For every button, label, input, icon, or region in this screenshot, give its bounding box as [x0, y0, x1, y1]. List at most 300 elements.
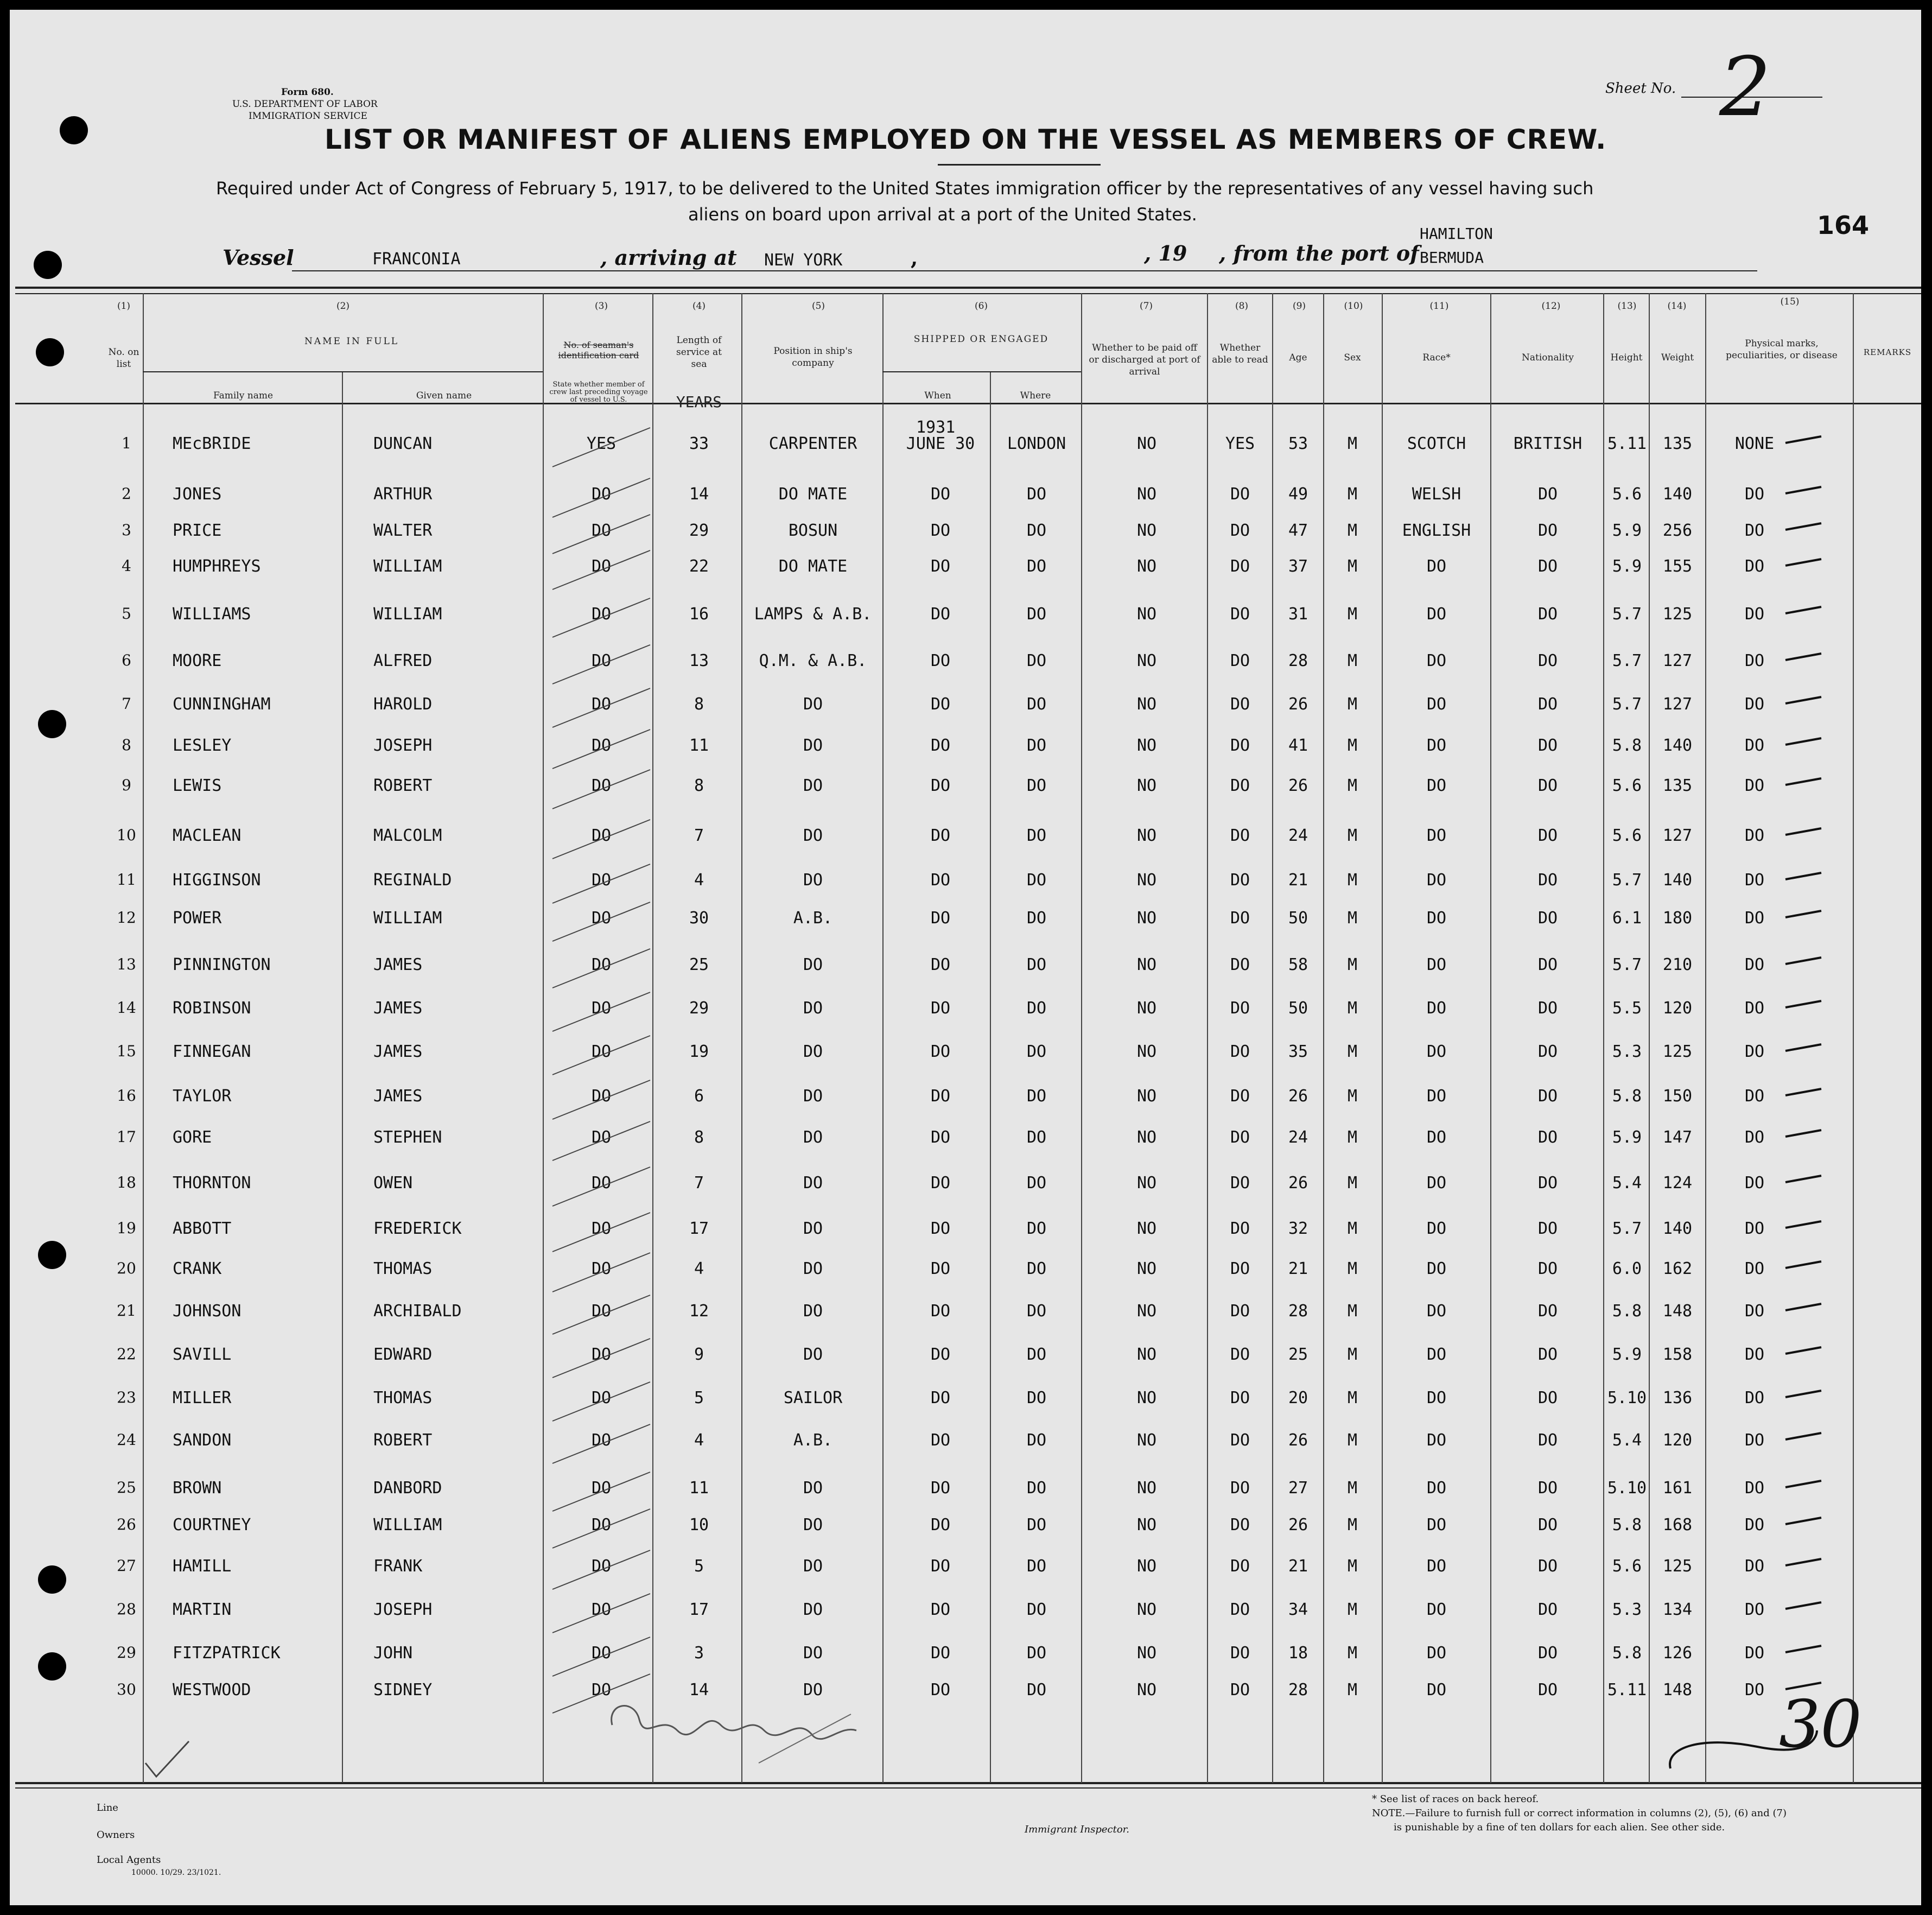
cell-physical-marks: DO: [1744, 999, 1765, 1018]
cell-when-engaged: DO: [930, 521, 951, 540]
table-row: [10, 909, 1921, 947]
cell-length-of-service: 22: [689, 557, 709, 576]
cell-race: DO: [1426, 651, 1447, 670]
table-row: [10, 955, 1921, 993]
cell-length-of-service: 29: [689, 521, 709, 540]
cell-length-of-service: 33: [689, 434, 709, 453]
cell-where-engaged: DO: [1026, 1431, 1047, 1450]
cell-position: SAILOR: [783, 1388, 843, 1407]
cell-when-engaged: DO: [930, 1174, 951, 1193]
cell-list-number: 10: [117, 826, 136, 844]
cell-where-engaged: DO: [1026, 1128, 1047, 1147]
cell-age: 53: [1288, 434, 1308, 453]
cell-able-to-read: DO: [1230, 1644, 1250, 1663]
previous-voyage-tick-mark: [547, 944, 656, 993]
marks-dash-stroke: [1783, 1429, 1827, 1445]
cell-nationality: DO: [1537, 1681, 1558, 1700]
cell-position: DO: [803, 1219, 823, 1238]
marks-dash-stroke: [1783, 953, 1827, 969]
cell-able-to-read: DO: [1230, 1431, 1250, 1450]
cell-height: 5.10: [1607, 1388, 1647, 1407]
cell-sex: M: [1347, 521, 1358, 540]
cell-age: 21: [1288, 1557, 1308, 1576]
marks-dash-stroke: [1783, 483, 1827, 499]
cell-when-engaged: DO: [930, 1087, 951, 1106]
cell-when-engaged: DO: [930, 909, 951, 928]
cell-nationality: DO: [1537, 736, 1558, 755]
cell-physical-marks: DO: [1744, 695, 1765, 714]
table-row: [10, 605, 1921, 643]
cell-given-name: JAMES: [373, 1042, 423, 1061]
total-count-handwritten: 30: [1779, 1687, 1862, 1762]
cell-family-name: HUMPHREYS: [173, 557, 261, 576]
cell-able-to-read: DO: [1230, 695, 1250, 714]
cell-height: 5.3: [1612, 1042, 1642, 1061]
cell-family-name: JOHNSON: [173, 1302, 242, 1321]
form-number: Form 680.: [281, 87, 334, 98]
cell-height: 5.10: [1607, 1479, 1647, 1498]
header-name-in-full: NAME IN FULL: [304, 336, 399, 347]
cell-race: ENGLISH: [1402, 521, 1471, 540]
cell-weight: 126: [1662, 1644, 1693, 1663]
cell-when-engaged: DO: [930, 999, 951, 1018]
cell-previous-voyage: DO: [591, 1557, 612, 1576]
cell-age: 25: [1288, 1345, 1308, 1364]
cell-nationality: DO: [1537, 776, 1558, 795]
cell-previous-voyage: DO: [591, 1479, 612, 1498]
cell-previous-voyage: DO: [591, 955, 612, 974]
header-nationality: Nationality: [1522, 352, 1574, 363]
cell-paid-off: NO: [1136, 1479, 1157, 1498]
cell-length-of-service: 5: [694, 1388, 704, 1407]
vessel-name: FRANCONIA: [372, 250, 461, 269]
cell-previous-voyage: DO: [591, 826, 612, 845]
cell-given-name: JAMES: [373, 999, 423, 1018]
cell-age: 32: [1288, 1219, 1308, 1238]
cell-weight: 161: [1662, 1479, 1693, 1498]
cell-given-name: STEPHEN: [373, 1128, 442, 1147]
cell-given-name: REGINALD: [373, 871, 452, 890]
table-row: [10, 485, 1921, 523]
marks-dash-stroke: [1783, 1299, 1827, 1316]
arriving-port: NEW YORK: [764, 251, 843, 270]
cell-when-engaged: DO: [930, 1259, 951, 1278]
header-race: Race*: [1422, 352, 1451, 363]
cell-weight: 125: [1662, 1042, 1693, 1061]
cell-paid-off: NO: [1136, 521, 1157, 540]
cell-given-name: ARTHUR: [373, 485, 433, 504]
cell-race: DO: [1426, 1557, 1447, 1576]
cell-able-to-read: DO: [1230, 826, 1250, 845]
table-row: [10, 434, 1921, 472]
cell-able-to-read: DO: [1230, 1042, 1250, 1061]
cell-previous-voyage: DO: [591, 1174, 612, 1193]
table-row: [10, 1431, 1921, 1469]
header-sex: Sex: [1344, 352, 1361, 363]
cell-age: 50: [1288, 909, 1308, 928]
table-row: [10, 776, 1921, 814]
column-number: (6): [974, 301, 988, 312]
cell-paid-off: NO: [1136, 1087, 1157, 1106]
cell-position: DO: [803, 999, 823, 1018]
marks-dash-stroke: [1783, 432, 1827, 448]
column-number: (14): [1667, 301, 1687, 312]
cell-race: WELSH: [1412, 485, 1461, 504]
punch-hole: [34, 251, 62, 279]
table-row: [10, 1388, 1921, 1426]
cell-paid-off: NO: [1136, 651, 1157, 670]
cell-paid-off: NO: [1136, 1681, 1157, 1700]
cell-race: DO: [1426, 1087, 1447, 1106]
table-row: [10, 1681, 1921, 1719]
table-top-border-2: [15, 293, 1921, 294]
header-remarks: REMARKS: [1863, 347, 1912, 357]
cell-list-number: 26: [117, 1515, 136, 1533]
cell-race: DO: [1426, 736, 1447, 755]
cell-where-engaged: DO: [1026, 1219, 1047, 1238]
cell-physical-marks: DO: [1744, 1128, 1765, 1147]
marks-dash-stroke: [1783, 906, 1827, 923]
cell-paid-off: NO: [1136, 1388, 1157, 1407]
table-row: [10, 521, 1921, 559]
cell-family-name: GORE: [173, 1128, 212, 1147]
column-number: (15): [1780, 296, 1800, 307]
cell-list-number: 19: [117, 1219, 136, 1237]
page-stamp-number: 164: [1817, 211, 1870, 240]
cell-position: DO: [803, 1479, 823, 1498]
cell-position: DO: [803, 826, 823, 845]
cell-given-name: ARCHIBALD: [373, 1302, 462, 1321]
table-row: [10, 1259, 1921, 1297]
cell-age: 47: [1288, 521, 1308, 540]
previous-voyage-tick-mark: [547, 1031, 656, 1080]
cell-physical-marks: DO: [1744, 871, 1765, 890]
cell-when-engaged: DO: [930, 1515, 951, 1534]
cell-given-name: ROBERT: [373, 776, 433, 795]
cell-sex: M: [1347, 605, 1358, 624]
cell-given-name: JAMES: [373, 1087, 423, 1106]
table-bottom-border-2: [15, 1787, 1921, 1789]
cell-paid-off: NO: [1136, 1042, 1157, 1061]
cell-physical-marks: DO: [1744, 521, 1765, 540]
cell-previous-voyage: DO: [591, 1431, 612, 1450]
cell-paid-off: NO: [1136, 909, 1157, 928]
cell-able-to-read: DO: [1230, 871, 1250, 890]
header-given-name: Given name: [416, 390, 472, 401]
cell-weight: 180: [1662, 909, 1693, 928]
cell-family-name: PINNINGTON: [173, 955, 271, 974]
cell-sex: M: [1347, 1515, 1358, 1534]
cell-sex: M: [1347, 1259, 1358, 1278]
vessel-underline: [292, 270, 1757, 271]
cell-where-engaged: DO: [1026, 909, 1047, 928]
year-label: , 19: [1144, 241, 1187, 265]
cell-length-of-service: 12: [689, 1302, 709, 1321]
cell-physical-marks: DO: [1744, 605, 1765, 624]
cell-nationality: DO: [1537, 1219, 1558, 1238]
marks-dash-stroke: [1783, 649, 1827, 665]
cell-paid-off: NO: [1136, 1174, 1157, 1193]
cell-race: DO: [1426, 1431, 1447, 1450]
cell-weight: 256: [1662, 521, 1693, 540]
cell-length-of-service: 3: [694, 1644, 704, 1663]
cell-sex: M: [1347, 1644, 1358, 1663]
cell-age: 35: [1288, 1042, 1308, 1061]
marks-dash-stroke: [1783, 1641, 1827, 1658]
cell-list-number: 1: [122, 434, 131, 452]
cell-able-to-read: YES: [1225, 434, 1255, 453]
cell-family-name: SAVILL: [173, 1345, 232, 1364]
cell-when-engaged: DO: [930, 1431, 951, 1450]
manifest-title: LIST OR MANIFEST OF ALIENS EMPLOYED ON THE VESSEL AS MEMBERS OF CREW.: [325, 124, 1607, 155]
cell-age: 26: [1288, 1515, 1308, 1534]
cell-sex: M: [1347, 1681, 1358, 1700]
marks-dash-stroke: [1783, 824, 1827, 840]
cell-length-of-service: 25: [689, 955, 709, 974]
cell-list-number: 14: [117, 999, 136, 1017]
marks-dash-stroke: [1783, 1085, 1827, 1101]
cell-sex: M: [1347, 434, 1358, 453]
column-number: (12): [1541, 301, 1561, 312]
table-row: [10, 1302, 1921, 1340]
cell-previous-voyage: DO: [591, 605, 612, 624]
cell-height: 5.9: [1612, 521, 1642, 540]
cell-weight: 148: [1662, 1681, 1693, 1700]
cell-list-number: 5: [122, 605, 131, 623]
cell-physical-marks: DO: [1744, 955, 1765, 974]
cell-physical-marks: DO: [1744, 1681, 1765, 1700]
header-able-to-read: Whether able to read: [1212, 343, 1268, 365]
cell-age: 26: [1288, 695, 1308, 714]
cell-list-number: 9: [122, 776, 131, 794]
cell-physical-marks: DO: [1744, 651, 1765, 670]
cell-family-name: COURTNEY: [173, 1515, 251, 1534]
cell-previous-voyage: DO: [591, 1644, 612, 1663]
cell-position: A.B.: [793, 909, 833, 928]
cell-when-engaged: DO: [930, 1557, 951, 1576]
cell-able-to-read: DO: [1230, 1600, 1250, 1619]
cell-where-engaged: DO: [1026, 1302, 1047, 1321]
cell-nationality: DO: [1537, 1515, 1558, 1534]
cell-length-of-service: 13: [689, 651, 709, 670]
cell-where-engaged: DO: [1026, 1174, 1047, 1193]
header-previous-voyage: State whether member of crew last preceding voyage of vessel to U.S.: [549, 381, 648, 404]
marks-dash-stroke: [1783, 1126, 1827, 1142]
cell-family-name: CUNNINGHAM: [173, 695, 271, 714]
cell-paid-off: NO: [1136, 557, 1157, 576]
footer-note-line-1: NOTE.—Failure to furnish full or correct information in columns (2), (5), (6) and (7): [1372, 1808, 1787, 1819]
marks-dash-stroke: [1783, 1555, 1827, 1571]
cell-list-number: 30: [117, 1681, 136, 1698]
cell-age: 50: [1288, 999, 1308, 1018]
cell-family-name: MOORE: [173, 651, 222, 670]
cell-when-engaged: DO: [930, 485, 951, 504]
cell-paid-off: NO: [1136, 1302, 1157, 1321]
column-number: (3): [594, 301, 608, 312]
cell-race: DO: [1426, 557, 1447, 576]
cell-physical-marks: DO: [1744, 1557, 1765, 1576]
cell-list-number: 28: [117, 1600, 136, 1618]
cell-family-name: MEcBRIDE: [173, 434, 251, 453]
marks-dash-stroke: [1783, 1343, 1827, 1359]
previous-voyage-tick-mark: [547, 1378, 656, 1426]
footer-inspector-label: Immigrant Inspector.: [1025, 1824, 1130, 1835]
cell-nationality: DO: [1537, 605, 1558, 624]
cell-able-to-read: DO: [1230, 605, 1250, 624]
cell-sex: M: [1347, 1087, 1358, 1106]
cell-family-name: MACLEAN: [173, 826, 242, 845]
previous-voyage-tick-mark: [547, 1334, 656, 1383]
cell-physical-marks: DO: [1744, 485, 1765, 504]
cell-when-engaged: DO: [930, 1128, 951, 1147]
cell-paid-off: NO: [1136, 999, 1157, 1018]
cell-list-number: 11: [117, 871, 136, 889]
column-number: (8): [1235, 301, 1249, 312]
cell-height: 5.11: [1607, 1681, 1647, 1700]
cell-physical-marks: DO: [1744, 1388, 1765, 1407]
cell-position: DO: [803, 1644, 823, 1663]
cell-height: 5.7: [1612, 871, 1642, 890]
cell-height: 5.11: [1607, 434, 1647, 453]
cell-family-name: POWER: [173, 909, 222, 928]
marks-dash-stroke: [1783, 1476, 1827, 1493]
cell-able-to-read: DO: [1230, 1174, 1250, 1193]
cell-height: 5.6: [1612, 826, 1642, 845]
cell-given-name: THOMAS: [373, 1388, 433, 1407]
marks-dash-stroke: [1783, 734, 1827, 750]
marks-dash-stroke: [1783, 1386, 1827, 1403]
cell-length-of-service: 4: [694, 1259, 704, 1278]
cell-nationality: DO: [1537, 1345, 1558, 1364]
cell-race: DO: [1426, 1644, 1447, 1663]
cell-given-name: THOMAS: [373, 1259, 433, 1278]
cell-previous-voyage: DO: [591, 1219, 612, 1238]
cell-paid-off: NO: [1136, 1345, 1157, 1364]
cell-length-of-service: 5: [694, 1557, 704, 1576]
cell-previous-voyage: DO: [591, 1681, 612, 1700]
cell-height: 5.6: [1612, 776, 1642, 795]
cell-position: DO: [803, 736, 823, 755]
cell-physical-marks: DO: [1744, 1042, 1765, 1061]
cell-age: 21: [1288, 871, 1308, 890]
cell-given-name: WALTER: [373, 521, 433, 540]
marks-dash-stroke: [1783, 868, 1827, 885]
cell-weight: 140: [1662, 871, 1693, 890]
cell-physical-marks: DO: [1744, 776, 1765, 795]
cell-sex: M: [1347, 485, 1358, 504]
cell-race: DO: [1426, 1388, 1447, 1407]
cell-family-name: LEWIS: [173, 776, 222, 795]
table-bottom-border: [15, 1782, 1921, 1784]
column-number: (1): [117, 301, 131, 312]
manifest-subtitle-2: aliens on board upon arrival at a port of the United States.: [688, 204, 1197, 225]
cell-length-of-service: 17: [689, 1600, 709, 1619]
table-row: [10, 1557, 1921, 1595]
cell-position: DO: [803, 1557, 823, 1576]
cell-list-number: 18: [117, 1174, 136, 1191]
cell-nationality: DO: [1537, 1644, 1558, 1663]
cell-previous-voyage: DO: [591, 1087, 612, 1106]
table-row: [10, 1345, 1921, 1383]
cell-list-number: 8: [122, 736, 131, 754]
header-height: Height: [1610, 352, 1643, 363]
cell-nationality: DO: [1537, 1174, 1558, 1193]
cell-height: 5.5: [1612, 999, 1642, 1018]
cell-length-of-service: 10: [689, 1515, 709, 1534]
cell-height: 5.6: [1612, 1557, 1642, 1576]
header-physical-marks: Physical marks, peculiarities, or disease: [1726, 338, 1838, 361]
cell-race: DO: [1426, 1174, 1447, 1193]
previous-voyage-tick-mark: [547, 594, 656, 643]
cell-list-number: 4: [122, 557, 131, 575]
cell-list-number: 12: [117, 909, 136, 927]
cell-physical-marks: DO: [1744, 557, 1765, 576]
cell-position: DO: [803, 1515, 823, 1534]
cell-age: 26: [1288, 776, 1308, 795]
cell-weight: 124: [1662, 1174, 1693, 1193]
cell-position: DO MATE: [778, 557, 848, 576]
cell-physical-marks: DO: [1744, 826, 1765, 845]
cell-physical-marks: DO: [1744, 1219, 1765, 1238]
from-port-line-2: BERMUDA: [1420, 249, 1484, 267]
cell-previous-voyage: DO: [591, 1600, 612, 1619]
cell-physical-marks: DO: [1744, 1431, 1765, 1450]
column-number: (5): [811, 301, 825, 312]
cell-height: 5.9: [1612, 1345, 1642, 1364]
service-name: IMMIGRATION SERVICE: [249, 111, 367, 122]
cell-nationality: DO: [1537, 485, 1558, 504]
cell-able-to-read: DO: [1230, 1479, 1250, 1498]
cell-position: BOSUN: [788, 521, 838, 540]
cell-paid-off: NO: [1136, 485, 1157, 504]
cell-able-to-read: DO: [1230, 1515, 1250, 1534]
footer-local-agents-label: Local Agents: [97, 1854, 161, 1866]
cell-sex: M: [1347, 1128, 1358, 1147]
cell-position: DO: [803, 955, 823, 974]
title-rule: [938, 164, 1101, 166]
cell-when-engaged: DO: [930, 1302, 951, 1321]
cell-able-to-read: DO: [1230, 1259, 1250, 1278]
cell-family-name: ROBINSON: [173, 999, 251, 1018]
cell-physical-marks: DO: [1744, 1302, 1765, 1321]
column-number: (11): [1429, 301, 1449, 312]
cell-list-number: 13: [117, 955, 136, 973]
row-1-when-year: 1931: [916, 418, 956, 437]
header-shipped-or-engaged: SHIPPED OR ENGAGED: [913, 334, 1049, 345]
cell-nationality: DO: [1537, 1042, 1558, 1061]
table-row: [10, 1644, 1921, 1682]
cell-race: DO: [1426, 1042, 1447, 1061]
cell-age: 49: [1288, 485, 1308, 504]
cell-list-number: 29: [117, 1644, 136, 1662]
cell-length-of-service: 14: [689, 1681, 709, 1700]
cell-list-number: 3: [122, 521, 131, 539]
cell-able-to-read: DO: [1230, 1388, 1250, 1407]
header-no-on-list: No. on list: [108, 347, 139, 370]
column-number: (7): [1139, 301, 1153, 312]
cell-where-engaged: DO: [1026, 871, 1047, 890]
punch-hole: [36, 338, 64, 366]
cell-family-name: THORNTON: [173, 1174, 251, 1193]
cell-previous-voyage: DO: [591, 871, 612, 890]
cell-age: 41: [1288, 736, 1308, 755]
cell-list-number: 15: [117, 1042, 136, 1060]
table-row: [10, 1087, 1921, 1125]
cell-paid-off: NO: [1136, 434, 1157, 453]
previous-voyage-tick-mark: [547, 898, 656, 947]
cell-nationality: BRITISH: [1513, 434, 1583, 453]
cell-where-engaged: DO: [1026, 1087, 1047, 1106]
